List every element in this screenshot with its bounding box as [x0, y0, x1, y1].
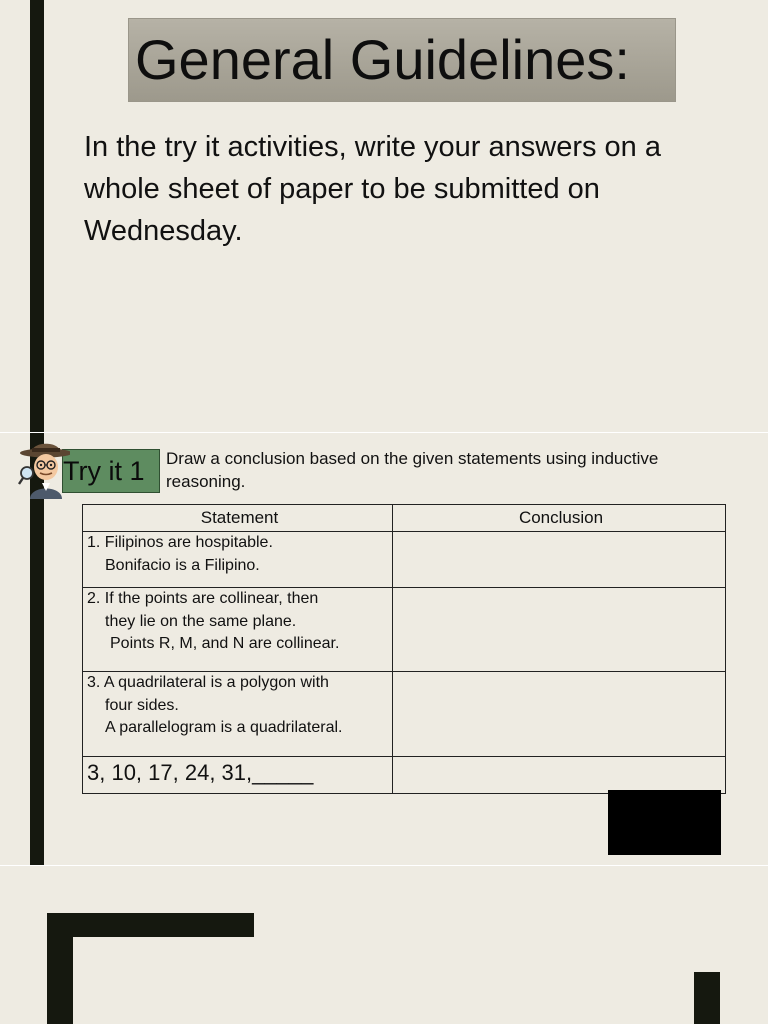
slide-next-partial [0, 866, 768, 1024]
conclusion-cell[interactable] [393, 672, 726, 757]
header-conclusion: Conclusion [393, 505, 726, 532]
header-statement: Statement [83, 505, 393, 532]
statement-line: 3. A quadrilateral is a polygon with [87, 674, 329, 691]
corner-accent-small [694, 972, 720, 1024]
statement-cell [83, 672, 393, 757]
statement-line: four sides. [105, 696, 179, 714]
corner-accent-vertical [47, 913, 73, 1024]
try-it-label: Try it 1 [63, 456, 145, 486]
statement-line: A parallelogram is a quadrilateral. [105, 719, 343, 736]
slide-general-guidelines [0, 0, 768, 432]
statement-line: 2. If the points are collinear, then [87, 590, 319, 607]
table-header-row [83, 505, 726, 532]
table-row [83, 588, 726, 672]
table-row [83, 757, 726, 794]
page-title: General Guidelines: [135, 28, 630, 91]
table-row [83, 532, 726, 588]
detective-magnifier-icon [18, 437, 70, 499]
conclusion-cell[interactable] [393, 532, 726, 588]
redaction-box [608, 790, 721, 855]
left-accent-bar [30, 0, 44, 432]
conclusion-cell[interactable] [393, 757, 726, 794]
statement-conclusion-table [82, 504, 726, 794]
statement-line: they lie on the same plane. [105, 612, 297, 630]
slide-try-it-1 [0, 433, 768, 865]
statement-cell [83, 588, 393, 672]
statement-line: Points R, M, and N are collinear. [110, 635, 340, 652]
title-box [128, 18, 676, 102]
guideline-text: In the try it activities, write your answers on a whole sheet of paper to be submitted on Wednesday. [84, 131, 661, 247]
try-it-badge [62, 449, 160, 493]
instructions-text: Draw a conclusion based on the given statements using inductive reasoning. [166, 449, 659, 491]
statement-line: Bonifacio is a Filipino. [105, 556, 260, 574]
conclusion-cell[interactable] [393, 588, 726, 672]
table-row [83, 672, 726, 757]
corner-accent-horizontal [47, 913, 254, 937]
number-sequence: 3, 10, 17, 24, 31,_____ [83, 757, 393, 794]
statement-cell [83, 532, 393, 588]
statement-line: 1. Filipinos are hospitable. [87, 534, 273, 551]
